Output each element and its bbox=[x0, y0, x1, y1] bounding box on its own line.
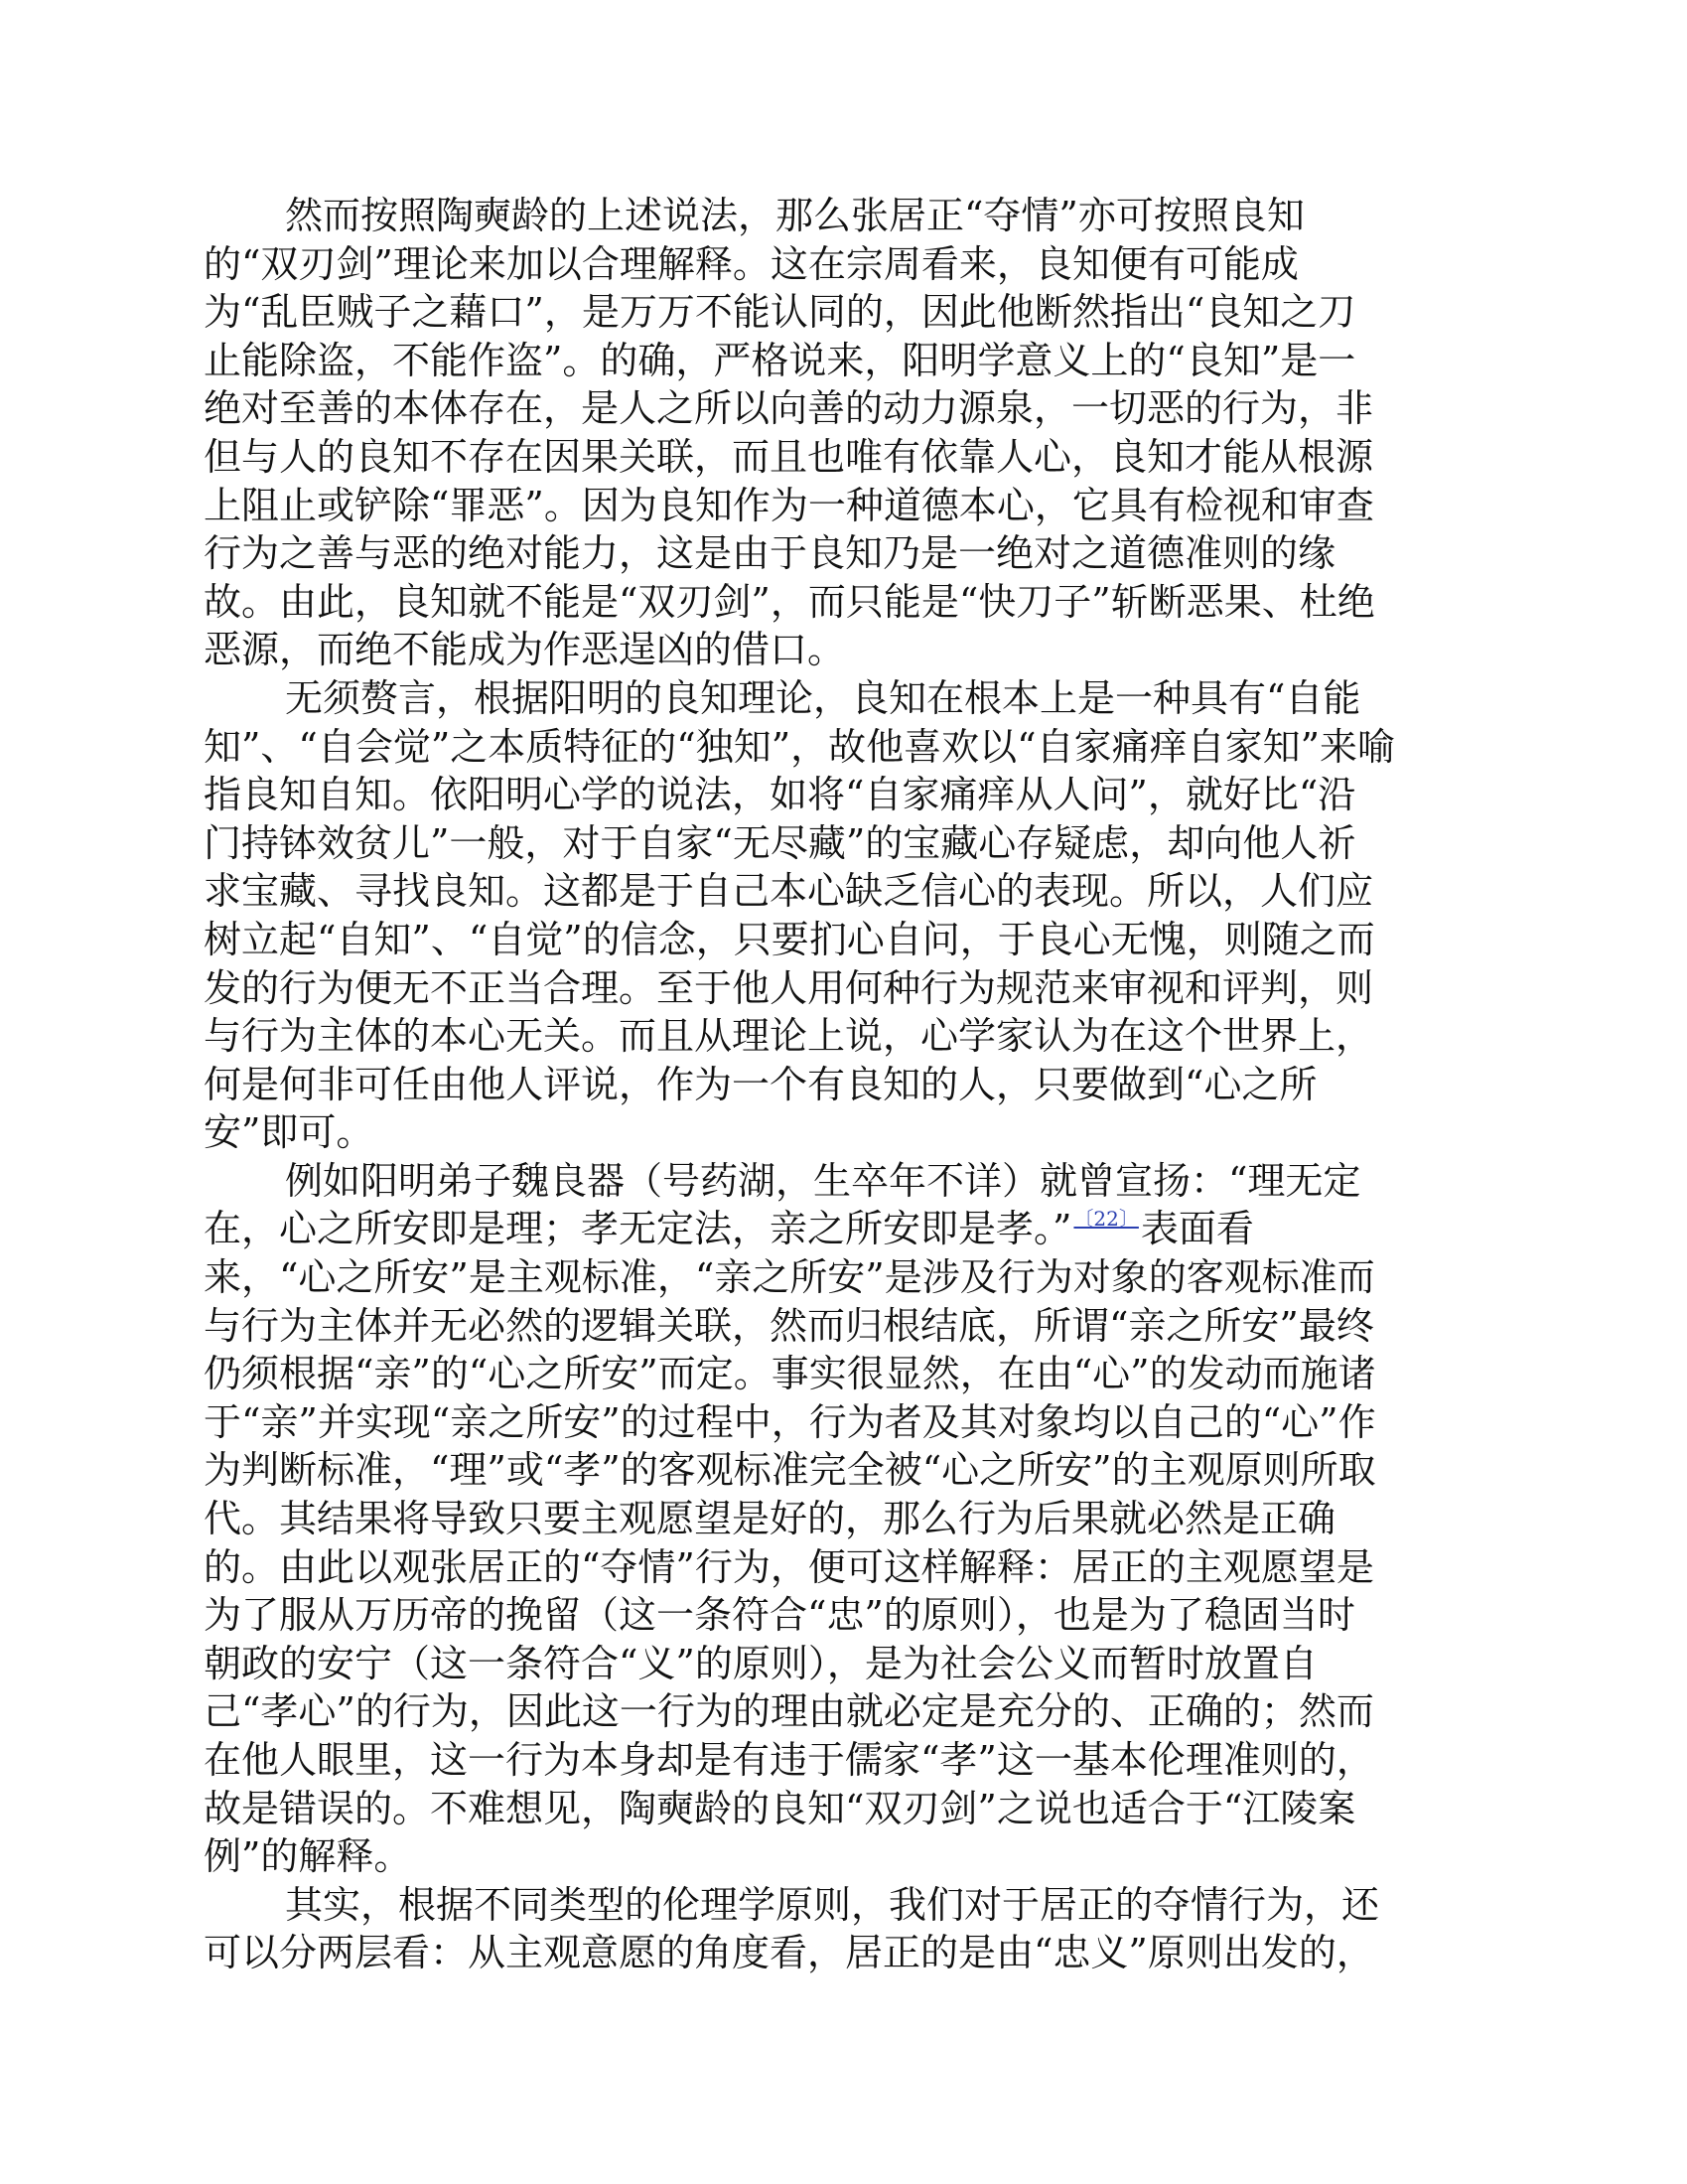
text-line: 的“双刃剑”理论来加以合理解释。这在宗周看来，良知便有可能成 bbox=[204, 241, 1299, 286]
text-line: 发的行为便无不正当合理。至于他人用何种行为规范来审视和评判，则 bbox=[204, 965, 1374, 1010]
text-line: 为“乱臣贼子之藉口”，是万万不能认同的，因此他断然指出“良知之刀 bbox=[204, 290, 1356, 335]
text-line: 指良知自知。依阳明心学的说法，如将“自家痛痒从人问”，就好比“沿 bbox=[204, 773, 1356, 817]
paragraph-1 bbox=[204, 192, 1484, 674]
text-line: 上阻止或铲除“罪恶”。因为良知作为一种道德本心，它具有检视和审查 bbox=[204, 483, 1374, 527]
text-line: 在他人眼里，这一行为本身却是有违于儒家“孝”这一基本伦理准则的， bbox=[204, 1738, 1374, 1782]
text-line: 己“孝心”的行为，因此这一行为的理由就必定是充分的、正确的；然而 bbox=[204, 1689, 1374, 1734]
text-line: 来，“心之所安”是主观标准，“亲之所安”是涉及行为对象的客观标准而 bbox=[204, 1255, 1375, 1300]
text-line: 门持钵效贫儿”一般，对于自家“无尽藏”的宝藏心存疑虑，却向他人祈 bbox=[204, 820, 1356, 865]
text-line: 止能除盗，不能作盗”。的确，严格说来，阳明学意义上的“良知”是一 bbox=[204, 338, 1356, 382]
text-line: 与行为主体并无必然的逻辑关联，然而归根结底，所谓“亲之所安”最终 bbox=[204, 1303, 1374, 1348]
document-body bbox=[204, 192, 1484, 1977]
paragraph-4 bbox=[204, 1881, 1484, 1977]
text-line: 其实，根据不同类型的伦理学原则，我们对于居正的夺情行为，还 bbox=[285, 1882, 1380, 1927]
text-line: 何是何非可任由他人评说，作为一个有良知的人，只要做到“心之所 bbox=[204, 1062, 1318, 1106]
text-line: 故是错误的。不难想见，陶奭龄的良知“双刃剑”之说也适合于“江陵案 bbox=[204, 1786, 1356, 1830]
text-line: 行为之善与恶的绝对能力，这是由于良知乃是一绝对之道德准则的缘 bbox=[204, 531, 1336, 576]
text-line: 代。其结果将导致只要主观愿望是好的，那么行为后果就必然是正确 bbox=[204, 1497, 1336, 1541]
text-line: 绝对至善的本体存在，是人之所以向善的动力源泉，一切恶的行为，非 bbox=[204, 386, 1374, 431]
text-line: 的。由此以观张居正的“夺情”行为，便可这样解释：居正的主观愿望是 bbox=[204, 1544, 1374, 1589]
text-line: 无须赘言，根据阳明的良知理论，良知在根本上是一种具有“自能 bbox=[285, 675, 1361, 720]
text-line: 仍须根据“亲”的“心之所安”而定。事实很显然，在由“心”的发动而施诸 bbox=[204, 1352, 1376, 1396]
paragraph-3 bbox=[204, 1157, 1484, 1881]
text-segment: 表面看 bbox=[1140, 1207, 1254, 1251]
text-line: 朝政的安宁（这一条符合“义”的原则），是为社会公义而暂时放置自 bbox=[204, 1641, 1318, 1685]
paragraph-2 bbox=[204, 674, 1484, 1157]
text-line: 于“亲”并实现“亲之所安”的过程中，行为者及其对象均以自己的“心”作 bbox=[204, 1399, 1376, 1444]
text-line: 例”的解释。 bbox=[204, 1834, 412, 1879]
text-line: 故。由此，良知就不能是“双刃剑”，而只能是“快刀子”斩断恶果、杜绝 bbox=[204, 579, 1375, 624]
text-line: 与行为主体的本心无关。而且从理论上说，心学家认为在这个世界上， bbox=[204, 1014, 1374, 1059]
text-line: 可以分两层看：从主观意愿的角度看，居正的是由“忠义”原则出发的， bbox=[204, 1931, 1374, 1975]
text-line-with-footnote bbox=[204, 1205, 1484, 1253]
text-line: 为了服从万历帝的挽留（这一条符合“忠”的原则），也是为了稳固当时 bbox=[204, 1593, 1355, 1638]
text-line: 例如阳明弟子魏良器（号药湖，生卒年不详）就曾宣扬：“理无定 bbox=[285, 1158, 1361, 1203]
text-line: 树立起“自知”、“自觉”的信念，只要扪心自问，于良心无愧，则随之而 bbox=[204, 917, 1375, 961]
text-line: 恶源，而绝不能成为作恶逞凶的借口。 bbox=[204, 628, 846, 672]
text-line: 安”即可。 bbox=[204, 1110, 374, 1155]
text-line: 然而按照陶奭龄的上述说法，那么张居正“夺情”亦可按照良知 bbox=[285, 194, 1305, 237]
text-line: 为判断标准，“理”或“孝”的客观标准完全被“心之所安”的主观原则所取 bbox=[204, 1448, 1376, 1493]
footnote-link[interactable]: 〔22〕 bbox=[1073, 1207, 1139, 1232]
text-segment: 在，心之所安即是理；孝无定法，亲之所安即是孝。” bbox=[204, 1207, 1072, 1251]
text-line: 但与人的良知不存在因果关联，而且也唯有依靠人心，良知才能从根源 bbox=[204, 434, 1374, 479]
text-line: 求宝藏、寻找良知。这都是于自己本心缺乏信心的表现。所以，人们应 bbox=[204, 869, 1374, 914]
text-line: 知”、“自会觉”之本质特征的“独知”，故他喜欢以“自家痛痒自家知”来喻 bbox=[204, 724, 1395, 769]
